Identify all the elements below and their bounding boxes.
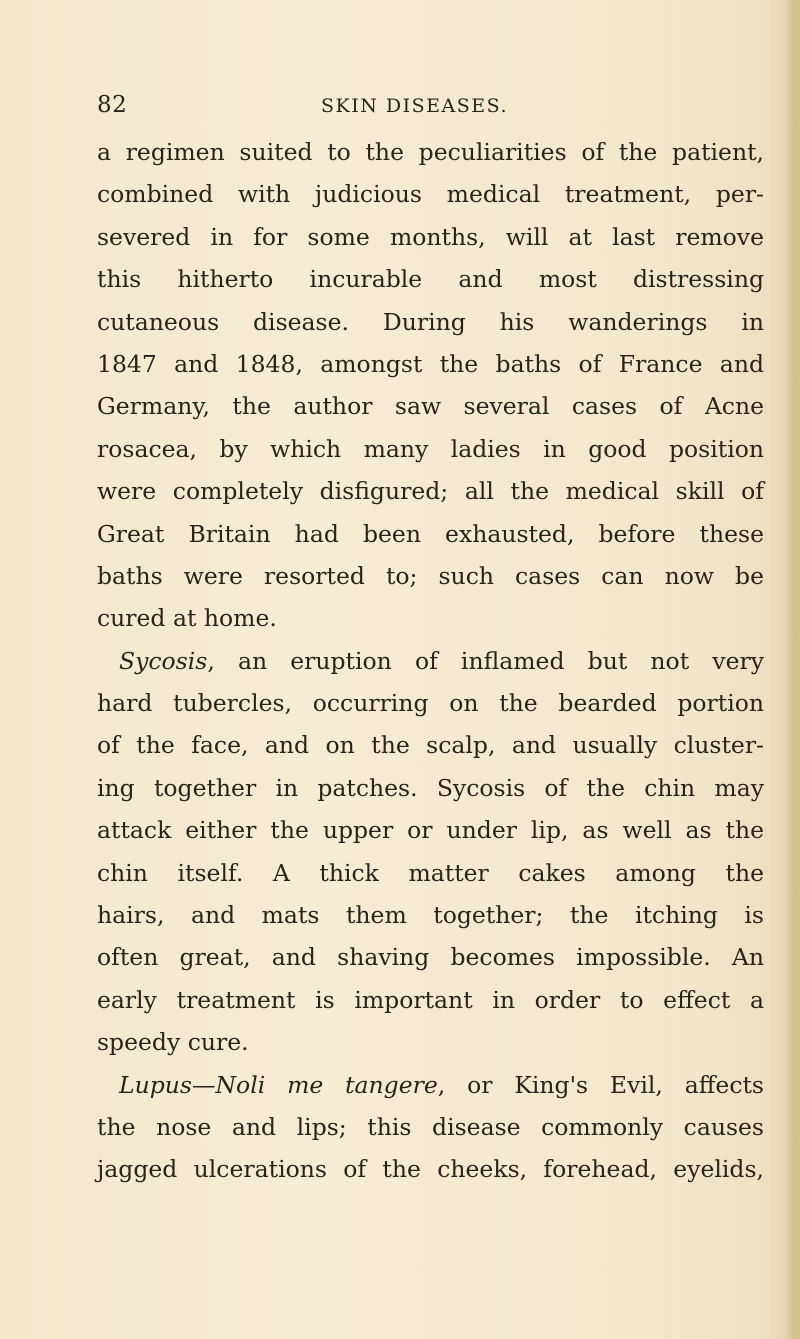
page-number: 82: [97, 92, 128, 118]
page-edge: [784, 0, 800, 1339]
text-line: a regimen suited to the peculiarities of the patient,: [97, 138, 764, 166]
text-line: severed in for some months, will at last remove: [97, 222, 764, 251]
text-line: , or King's Evil, affects: [437, 1070, 764, 1099]
text-line: chin itself. A thick matter cakes among the: [97, 858, 764, 887]
text-line: Great Britain had been exhausted, before these: [97, 519, 764, 548]
text-line: cutaneous disease. During his wanderings in: [97, 307, 764, 336]
body-text: [97, 131, 764, 1191]
text-line: Germany, the author saw several cases of Acne: [97, 392, 764, 421]
text-line: , an eruption of inflamed but not very: [207, 646, 764, 675]
sycosis-term: Sycosis: [119, 646, 208, 675]
paragraph-sycosis-first-line: [97, 640, 764, 682]
text-line: were completely disfigured; all the medical skill of: [97, 477, 764, 506]
text-line: often great, and shaving becomes impossible. An: [97, 943, 764, 972]
running-title: SKIN DISEASES.: [321, 95, 508, 117]
text-line: hard tubercles, occurring on the bearded portion: [97, 689, 764, 718]
text-line: cured at home.: [97, 604, 277, 633]
text-line: attack either the upper or under lip, as well as the: [97, 816, 764, 845]
text-line: jagged ulcerations of the cheeks, forehead, eyelids,: [97, 1155, 764, 1184]
paragraph-lupus-first-line: [97, 1064, 764, 1106]
text-line: ing together in patches. Sycosis of the chin may: [97, 773, 764, 802]
page-header: [97, 92, 797, 122]
text-line: baths were resorted to; such cases can now be: [97, 561, 764, 590]
text-line: hairs, and mats them together; the itching is: [97, 901, 764, 930]
text-line: combined with judicious medical treatment, per-: [97, 180, 764, 209]
text-line: this hitherto incurable and most distressing: [97, 265, 764, 294]
text-line: rosacea, by which many ladies in good position: [97, 434, 764, 463]
text-line: of the face, and on the scalp, and usually cluster-: [97, 731, 764, 760]
text-line: speedy cure.: [97, 1028, 249, 1057]
text-line: the nose and lips; this disease commonly causes: [97, 1112, 764, 1141]
text-line: 1847 and 1848, amongst the baths of France and: [97, 349, 764, 378]
lupus-term: Lupus—Noli me tangere: [119, 1070, 438, 1099]
text-line: early treatment is important in order to effect a: [97, 985, 764, 1014]
